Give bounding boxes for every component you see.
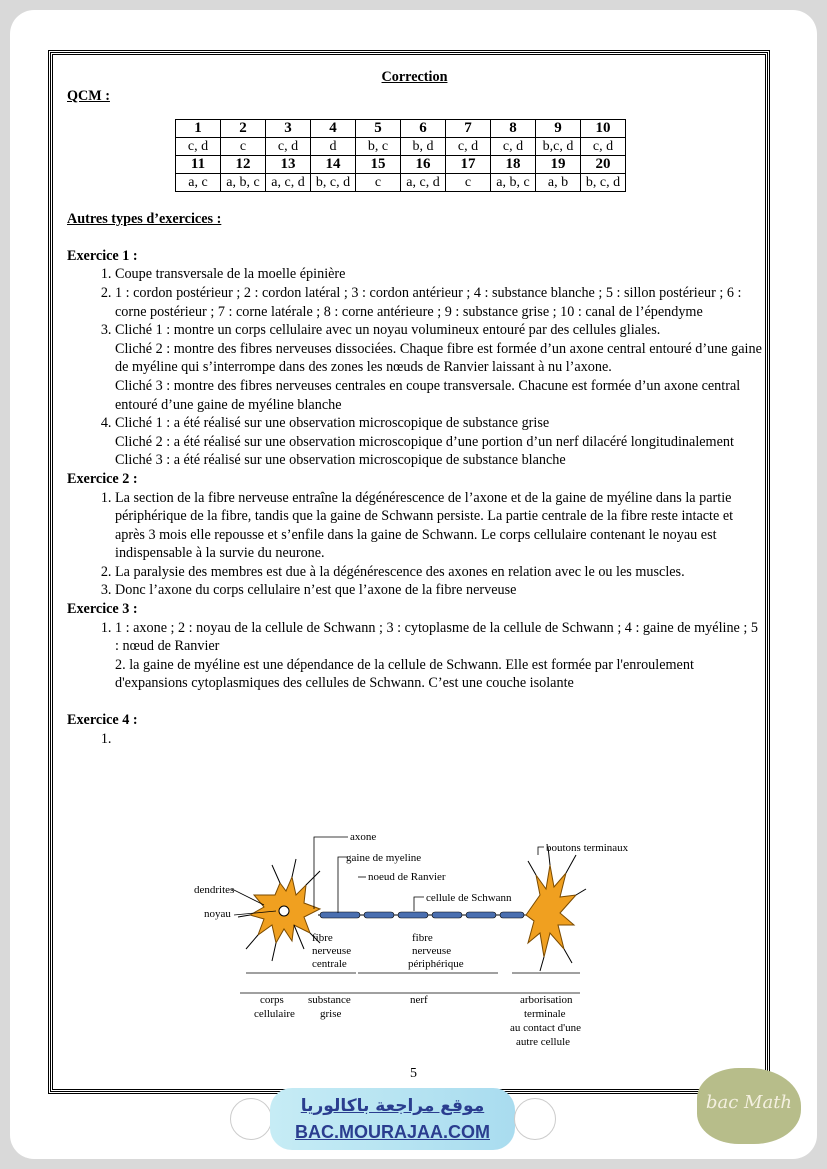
qcm-number-cell: 8 [491, 120, 536, 138]
label-substance-2: grise [320, 1008, 342, 1020]
qcm-answer-cell: c, d [266, 138, 311, 156]
ex1-heading: Exercice 1 : [67, 247, 138, 264]
qcm-number-cell: 7 [446, 120, 491, 138]
qcm-number-cell: 15 [356, 156, 401, 174]
qcm-answer-cell: a, c, d [266, 174, 311, 192]
qcm-answer-cell: b, d [401, 138, 446, 156]
qcm-answer-cell: b, c, d [311, 174, 356, 192]
qcm-answer-cell: a, b [536, 174, 581, 192]
label-arbo-4: autre cellule [516, 1036, 571, 1048]
list-item [115, 730, 762, 749]
qcm-number-cell: 1 [176, 120, 221, 138]
qcm-number-cell: 4 [311, 120, 356, 138]
banner-arabic-text[interactable]: موقع مراجعة باكالوريا [300, 1096, 485, 1116]
label-noeud: noeud de Ranvier [368, 871, 446, 883]
ex1-list [67, 265, 762, 470]
label-nerf: nerf [410, 994, 428, 1006]
cliche-2-text: Cliché 2 : montre des fibres nerveuses dissociées. Chaque fibre est formée d’un axone central entouré d’une gaine de myéline qui s’interrompe dans des zones les nœuds de Ranvier laissant à nu l’axone. [115, 340, 762, 376]
ex4-list [67, 730, 762, 749]
qcm-answer-cell: b,c, d [536, 138, 581, 156]
neuron-diagram [180, 825, 629, 1057]
qcm-number-cell: 10 [581, 120, 626, 138]
page-title: Correction [381, 69, 448, 85]
autres-heading: Autres types d’exercices : [67, 211, 222, 228]
qcm-answer-cell: c, d [581, 138, 626, 156]
qcm-number-cell: 9 [536, 120, 581, 138]
left-site-logo-icon [230, 1098, 272, 1140]
qcm-number-cell: 6 [401, 120, 446, 138]
ex2-list [67, 489, 762, 601]
ex4-heading: Exercice 4 : [67, 712, 138, 729]
label-fibre-centrale-2: nerveuse [312, 945, 352, 957]
label-fibre-periph-3: périphérique [408, 958, 464, 970]
qcm-answer-cell: a, c [176, 174, 221, 192]
cliche-1-obs: 4. Cliché 1 : a été réalisé sur une observation microscopique de substance grise [115, 415, 550, 432]
qcm-number-cell: 16 [401, 156, 446, 174]
qcm-row-numbers-1 [176, 120, 626, 138]
qcm-number-cell: 19 [536, 156, 581, 174]
qcm-answer-cell: d [311, 138, 356, 156]
label-corps-1: corps [260, 994, 284, 1006]
label-corps-2: cellulaire [254, 1008, 295, 1020]
banner-url-link[interactable]: BAC.MOURAJAA.COM [295, 1122, 490, 1142]
qcm-number-cell: 12 [221, 156, 266, 174]
qcm-number-cell: 20 [581, 156, 626, 174]
qcm-answer-table [175, 119, 626, 192]
ex3-list [67, 619, 762, 656]
label-substance-1: substance [308, 994, 351, 1006]
axon-segments [320, 912, 524, 918]
list-item: 2. La paralysie des membres est due à la dégénérescence des axones en relation avec le ou les muscles. [115, 563, 762, 582]
qcm-answer-cell: c, d [176, 138, 221, 156]
ex2-heading: Exercice 2 : [67, 470, 138, 487]
list-item: 1. 1 : axone ; 2 : noyau de la cellule de Schwann ; 3 : cytoplasme de la cellule de Schwann ; 4 : gaine de myéline ; 5 : nœud de Ranvier [115, 619, 762, 656]
label-dendrites: dendrites [194, 884, 235, 896]
list-item: 3. Donc l’axone du corps cellulaire n’est que l’axone de la fibre nerveuse [115, 581, 762, 600]
list-item: 1. La section de la fibre nerveuse entraîne la dégénérescence de l’axone et de la gaine de myéline dans la partie périphérique de la fibre, tandis que la gaine de Schwann persiste. La partie centrale de la fibre reste intacte et après 3 mois elle repousse et s’enfile dans la gaine de Schwann. Le corps cellulaire contenant le noyau est indispensable à la survie du neurone. [115, 489, 762, 563]
label-arbo-2: terminale [524, 1008, 566, 1020]
ex3-paragraph-2: 2. la gaine de myéline est une dépendance de la cellule de Schwann. Elle est formée par l'enroulement d'expansions cytoplasmiques des cellules de Schwann. C’est une couche isolante [115, 656, 694, 692]
cliche-2-obs: Cliché 2 : a été réalisé sur une observation microscopique d’une portion d’un nerf dilacéré longitudinalement [115, 433, 734, 450]
qcm-answer-cell: c [446, 174, 491, 192]
page-number: 5 [410, 1066, 417, 1081]
label-fibre-periph-2: nerveuse [412, 945, 452, 957]
qcm-answer-cell: c, d [491, 138, 536, 156]
nucleus [279, 906, 289, 916]
cliche-1-text: 3. Cliché 1 : montre un corps cellulaire avec un noyau volumineux entouré par des cellules gliales. [115, 322, 661, 339]
terminal-arborisation [526, 847, 586, 971]
qcm-number-cell: 14 [311, 156, 356, 174]
label-gaine: gaine de myeline [346, 852, 422, 864]
qcm-answer-cell: c [221, 138, 266, 156]
bacmath-logo [697, 1068, 801, 1144]
cliche-3-text: Cliché 3 : montre des fibres nerveuses centrales en coupe transversale. Chacune est formée d’un axone central entouré d’une gaine de myéline blanche [115, 377, 741, 413]
list-item [115, 414, 762, 470]
label-axone: axone [350, 831, 377, 843]
list-item: 2. 1 : cordon postérieur ; 2 : cordon latéral ; 3 : cordon antérieur ; 4 : substance blanche ; 5 : sillon postérieur ; 6 : corne postérieur ; 7 : corne latérale ; 8 : corne antérieure ; 9 : substance grise ; 10 : canal de l’épendyme [115, 284, 762, 321]
qcm-row-answers-2 [176, 174, 626, 192]
list-item [115, 321, 762, 414]
label-fibre-periph-1: fibre [412, 932, 433, 944]
label-schwann: cellule de Schwann [426, 892, 512, 904]
qcm-answer-cell: c, d [446, 138, 491, 156]
qcm-number-cell: 3 [266, 120, 311, 138]
site-banner[interactable] [270, 1088, 515, 1150]
cliche-3-obs: Cliché 3 : a été réalisé sur une observation microscopique de substance blanche [115, 452, 566, 469]
bacmath-logo-text: bac Math [705, 1092, 793, 1113]
qcm-heading: QCM : [67, 87, 110, 104]
qcm-number-cell: 13 [266, 156, 311, 174]
qcm-answer-cell: c [356, 174, 401, 192]
label-arbo-3: au contact d'une [510, 1022, 582, 1034]
label-noyau: noyau [204, 908, 231, 920]
qcm-answer-cell: a, b, c [491, 174, 536, 192]
qcm-number-cell: 2 [221, 120, 266, 138]
qcm-number-cell: 18 [491, 156, 536, 174]
cell-body [238, 859, 320, 961]
ex3-heading: Exercice 3 : [67, 601, 138, 618]
qcm-answer-cell: b, c, d [581, 174, 626, 192]
qcm-row-numbers-2 [176, 156, 626, 174]
label-boutons: boutons terminaux [546, 842, 629, 854]
list-item: 1. Coupe transversale de la moelle épinière [115, 265, 762, 284]
qcm-answer-cell: a, b, c [221, 174, 266, 192]
label-fibre-centrale-3: centrale [312, 958, 347, 970]
label-fibre-centrale-1: fibre [312, 932, 333, 944]
qcm-number-cell: 17 [446, 156, 491, 174]
label-arbo-1: arborisation [520, 994, 573, 1006]
qcm-number-cell: 5 [356, 120, 401, 138]
document-body [67, 68, 762, 748]
qcm-number-cell: 11 [176, 156, 221, 174]
qcm-row-answers-1 [176, 138, 626, 156]
qcm-answer-cell: a, c, d [401, 174, 446, 192]
right-site-logo-icon [514, 1098, 556, 1140]
qcm-answer-cell: b, c [356, 138, 401, 156]
